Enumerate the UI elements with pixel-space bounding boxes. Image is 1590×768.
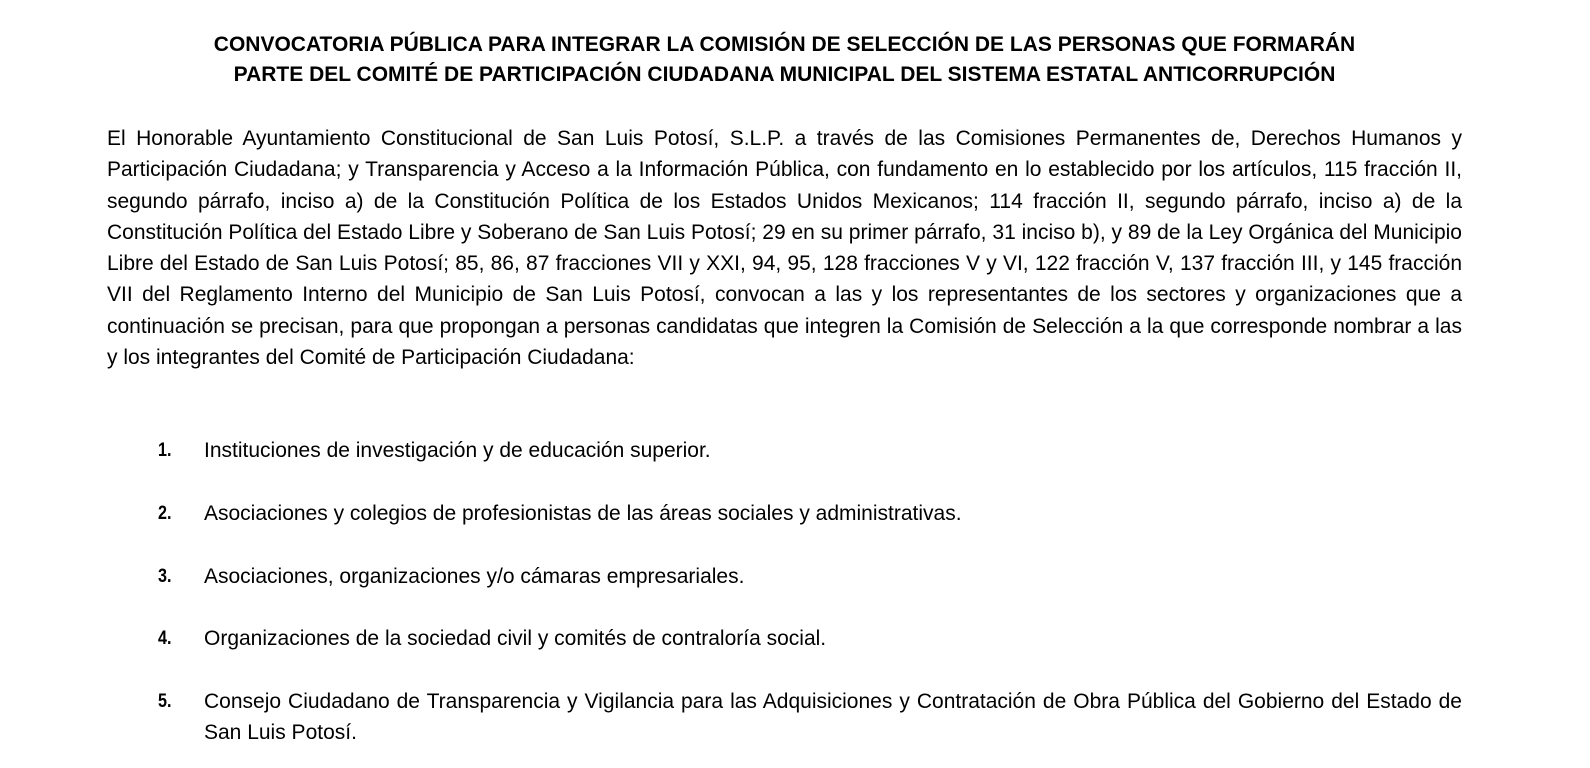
- document-title: [107, 30, 1462, 90]
- sector-list: [0, 435, 1590, 749]
- list-item-text: Organizaciones de la sociedad civil y comités de contraloría social.: [204, 627, 827, 651]
- list-item-number: 4.: [158, 628, 172, 650]
- list-item-text: Asociaciones, organizaciones y/o cámaras empresariales.: [204, 564, 745, 588]
- list-item-text: Asociaciones y colegios de profesionistas de las áreas sociales y administrativas.: [204, 501, 962, 525]
- document-title-line-1: CONVOCATORIA PÚBLICA PARA INTEGRAR LA COMISIÓN DE SELECCIÓN DE LAS PERSONAS QUE FORMARÁN: [213, 33, 1356, 56]
- list-item-number: 5.: [158, 691, 172, 713]
- list-item-number: 3.: [158, 565, 172, 587]
- list-item-number: 1.: [158, 440, 172, 461]
- list-item-number: 2.: [158, 502, 172, 524]
- list-item: [0, 686, 1590, 749]
- list-item-text: Consejo Ciudadano de Transparencia y Vigilancia para las Adquisiciones y Contratación de Obra Pública del Gobierno del Estado de San Luis Potosí.: [204, 690, 1462, 745]
- list-item: [0, 561, 1590, 592]
- intro-paragraph: El Honorable Ayuntamiento Constitucional de San Luis Potosí, S.L.P. a través de las Comisiones Permanentes de, Derechos Humanos y Participación Ciudadana; y Transparencia y Acceso a la Información Pública, con fundamento en lo establecido por los artículos, 115 fracción II, segundo párrafo, inciso a) de la Constitución Política de los Estados Unidos Mexicanos; 114 fracción II, segundo párrafo, inciso a) de la Constitución Política del Estado Libre y Soberano de San Luis Potosí; 29 en su primer párrafo, 31 inciso b), y 89 de la Ley Orgánica del Municipio Libre del Estado de San Luis Potosí; 85, 86, 87 fracciones VII y XXI, 94, 95, 128 fracciones V y VI, 122 fracción V, 137 fracción III, y 145 fracción VII del Reglamento Interno del Municipio de San Luis Potosí, convocan a las y los representantes de los sectores y organizaciones que a continuación se precisan, para que propongan a personas candidatas que integren la Comisión de Selección a la que corresponde nombrar a las y los integrantes del Comité de Participación Ciudadana:: [107, 127, 1462, 370]
- list-item: [0, 498, 1590, 529]
- list-item: [0, 435, 1590, 466]
- document-title-line-2: PARTE DEL COMITÉ DE PARTICIPACIÓN CIUDADANA MUNICIPAL DEL SISTEMA ESTATAL ANTICORRUPCIÓN: [233, 63, 1336, 86]
- list-item-text: Instituciones de investigación y de educación superior.: [204, 439, 711, 462]
- list-item: [0, 623, 1590, 654]
